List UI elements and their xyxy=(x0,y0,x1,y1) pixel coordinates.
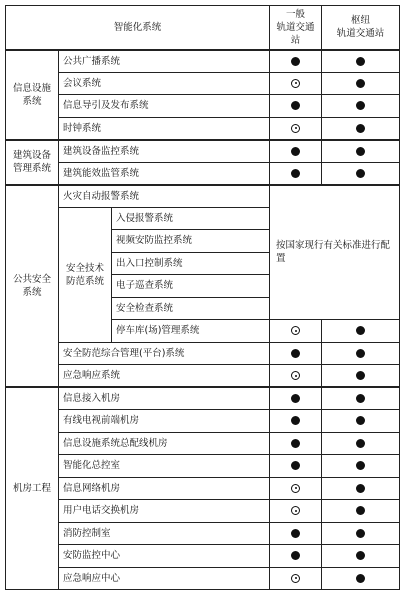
filled-dot-icon xyxy=(291,394,300,403)
table-row xyxy=(6,410,400,433)
table-row xyxy=(6,500,400,523)
filled-dot-icon xyxy=(291,439,300,448)
row-label: 信息网络机房 xyxy=(59,477,270,500)
row-label: 电子巡查系统 xyxy=(112,275,270,298)
hollow-dot-icon xyxy=(291,79,300,88)
row-label: 消防控制室 xyxy=(59,522,270,545)
hub-mark xyxy=(322,545,400,568)
header-hub-station: 枢纽 轨道交通站 xyxy=(322,6,400,50)
hub-mark xyxy=(322,162,400,185)
row-label: 有线电视前端机房 xyxy=(59,410,270,433)
table-row xyxy=(6,72,400,95)
filled-dot-icon xyxy=(291,57,300,66)
table-row xyxy=(6,545,400,568)
row-label: 用户电话交换机房 xyxy=(59,500,270,523)
row-label: 信息设施系统总配线机房 xyxy=(59,432,270,455)
general-mark xyxy=(270,72,322,95)
hub-mark xyxy=(322,95,400,118)
row-label: 应急响应系统 xyxy=(59,365,270,388)
general-mark xyxy=(270,545,322,568)
hub-mark xyxy=(322,320,400,343)
row-label: 时钟系统 xyxy=(59,117,270,140)
table-row xyxy=(6,365,400,388)
filled-dot-icon xyxy=(356,551,365,560)
hub-mark xyxy=(322,522,400,545)
general-mark xyxy=(270,387,322,410)
filled-dot-icon xyxy=(291,147,300,156)
standards-note: 按国家现行有关标准进行配置 xyxy=(270,185,400,320)
table-row xyxy=(6,477,400,500)
hollow-dot-icon xyxy=(291,124,300,133)
hollow-dot-icon xyxy=(291,326,300,335)
table-row xyxy=(6,95,400,118)
general-mark xyxy=(270,365,322,388)
general-mark xyxy=(270,320,322,343)
table-row xyxy=(6,185,400,208)
general-mark xyxy=(270,500,322,523)
row-label: 智能化总控室 xyxy=(59,455,270,478)
table-row xyxy=(6,387,400,410)
filled-dot-icon xyxy=(356,394,365,403)
hub-mark xyxy=(322,500,400,523)
general-mark xyxy=(270,342,322,365)
header-system: 智能化系统 xyxy=(6,6,270,50)
row-label: 建筑设备监控系统 xyxy=(59,140,270,163)
requirements-table xyxy=(5,5,400,590)
filled-dot-icon xyxy=(356,529,365,538)
general-mark xyxy=(270,95,322,118)
row-label: 入侵报警系统 xyxy=(112,207,270,230)
row-label: 建筑能效监管系统 xyxy=(59,162,270,185)
hub-mark xyxy=(322,410,400,433)
row-label: 会议系统 xyxy=(59,72,270,95)
filled-dot-icon xyxy=(356,79,365,88)
filled-dot-icon xyxy=(356,574,365,583)
group-info-facilities: 信息设施 系统 xyxy=(6,50,59,140)
row-label: 视频安防监控系统 xyxy=(112,230,270,253)
general-mark xyxy=(270,522,322,545)
filled-dot-icon xyxy=(356,439,365,448)
filled-dot-icon xyxy=(291,461,300,470)
hollow-dot-icon xyxy=(291,574,300,583)
hub-mark xyxy=(322,455,400,478)
general-mark xyxy=(270,432,322,455)
table-row xyxy=(6,455,400,478)
filled-dot-icon xyxy=(356,349,365,358)
hub-mark xyxy=(322,342,400,365)
row-label: 安全防范综合管理(平台)系统 xyxy=(59,342,270,365)
general-mark xyxy=(270,140,322,163)
filled-dot-icon xyxy=(291,169,300,178)
general-mark xyxy=(270,50,322,73)
hub-mark xyxy=(322,50,400,73)
hub-mark xyxy=(322,432,400,455)
group-building-management: 建筑设备 管理系统 xyxy=(6,140,59,185)
row-label: 出入口控制系统 xyxy=(112,252,270,275)
header-general-station: 一般 轨道交通站 xyxy=(270,6,322,50)
table-row xyxy=(6,50,400,73)
row-label: 信息接入机房 xyxy=(59,387,270,410)
filled-dot-icon xyxy=(356,101,365,110)
table-row xyxy=(6,522,400,545)
filled-dot-icon xyxy=(356,506,365,515)
row-label: 停车库(场)管理系统 xyxy=(112,320,270,343)
row-label: 安防监控中心 xyxy=(59,545,270,568)
filled-dot-icon xyxy=(356,461,365,470)
hub-mark xyxy=(322,477,400,500)
general-mark xyxy=(270,477,322,500)
filled-dot-icon xyxy=(291,551,300,560)
table-row xyxy=(6,342,400,365)
filled-dot-icon xyxy=(356,416,365,425)
table-row xyxy=(6,162,400,185)
hub-mark xyxy=(322,72,400,95)
hollow-dot-icon xyxy=(291,371,300,380)
filled-dot-icon xyxy=(356,371,365,380)
filled-dot-icon xyxy=(356,124,365,133)
group-machine-room: 机房工程 xyxy=(6,387,59,590)
row-label: 信息导引及发布系统 xyxy=(59,95,270,118)
row-label: 火灾自动报警系统 xyxy=(59,185,270,208)
general-mark xyxy=(270,567,322,590)
header-row xyxy=(6,6,400,50)
table-row xyxy=(6,567,400,590)
hollow-dot-icon xyxy=(291,506,300,515)
general-mark xyxy=(270,410,322,433)
hub-mark xyxy=(322,387,400,410)
general-mark xyxy=(270,162,322,185)
group-public-security: 公共安全 系统 xyxy=(6,185,59,388)
row-label: 安全检查系统 xyxy=(112,297,270,320)
filled-dot-icon xyxy=(356,484,365,493)
filled-dot-icon xyxy=(291,416,300,425)
filled-dot-icon xyxy=(291,529,300,538)
filled-dot-icon xyxy=(291,101,300,110)
table-row xyxy=(6,432,400,455)
hollow-dot-icon xyxy=(291,484,300,493)
filled-dot-icon xyxy=(291,349,300,358)
row-label: 应急响应中心 xyxy=(59,567,270,590)
hub-mark xyxy=(322,117,400,140)
filled-dot-icon xyxy=(356,326,365,335)
general-mark xyxy=(270,117,322,140)
filled-dot-icon xyxy=(356,57,365,66)
general-mark xyxy=(270,455,322,478)
group-security-tech: 安全技术 防范系统 xyxy=(59,207,112,342)
filled-dot-icon xyxy=(356,147,365,156)
hub-mark xyxy=(322,567,400,590)
table-row xyxy=(6,117,400,140)
table-row xyxy=(6,140,400,163)
hub-mark xyxy=(322,365,400,388)
hub-mark xyxy=(322,140,400,163)
row-label: 公共广播系统 xyxy=(59,50,270,73)
filled-dot-icon xyxy=(356,169,365,178)
